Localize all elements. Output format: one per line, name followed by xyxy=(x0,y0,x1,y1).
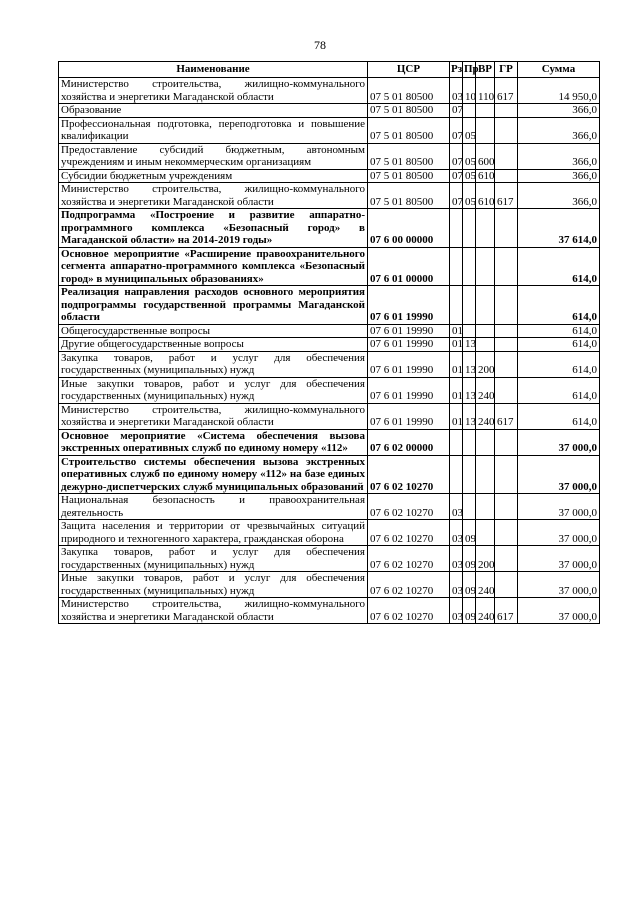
cell-rz xyxy=(450,209,463,248)
header-csr: ЦСР xyxy=(368,62,450,78)
cell-vr xyxy=(476,286,495,325)
cell-pr: 09 xyxy=(463,546,476,572)
cell-csr: 07 5 01 80500 xyxy=(368,104,450,118)
cell-name: Защита населения и территории от чрезвычайных ситуаций природного и техногенного характера, гражданская оборона xyxy=(59,520,368,546)
table-row xyxy=(59,324,600,338)
cell-name: Основное мероприятие «Система обеспечения вызова экстренных оперативных служб по единому номеру «112» xyxy=(59,429,368,455)
cell-vr xyxy=(476,338,495,352)
cell-rz: 07 xyxy=(450,169,463,183)
cell-pr: 09 xyxy=(463,520,476,546)
cell-gr xyxy=(495,104,518,118)
header-name: Наименование xyxy=(59,62,368,78)
cell-gr xyxy=(495,520,518,546)
cell-csr: 07 6 01 19990 xyxy=(368,286,450,325)
cell-gr xyxy=(495,247,518,286)
cell-rz xyxy=(450,247,463,286)
cell-rz xyxy=(450,455,463,494)
cell-rz: 07 xyxy=(450,117,463,143)
table-row xyxy=(59,104,600,118)
cell-csr: 07 6 01 00000 xyxy=(368,247,450,286)
cell-sum: 37 000,0 xyxy=(518,455,600,494)
cell-vr: 610 xyxy=(476,169,495,183)
cell-pr: 13 xyxy=(463,403,476,429)
cell-gr xyxy=(495,494,518,520)
cell-vr: 240 xyxy=(476,403,495,429)
cell-csr: 07 6 01 19990 xyxy=(368,351,450,377)
table-row xyxy=(59,78,600,104)
cell-pr: 05 xyxy=(463,169,476,183)
cell-csr: 07 6 01 19990 xyxy=(368,338,450,352)
cell-gr: 617 xyxy=(495,78,518,104)
cell-rz: 03 xyxy=(450,598,463,624)
cell-pr xyxy=(463,494,476,520)
table-row xyxy=(59,247,600,286)
cell-rz: 03 xyxy=(450,572,463,598)
cell-sum: 37 614,0 xyxy=(518,209,600,248)
cell-pr: 05 xyxy=(463,183,476,209)
cell-vr: 200 xyxy=(476,351,495,377)
cell-gr xyxy=(495,117,518,143)
cell-rz: 01 xyxy=(450,403,463,429)
cell-sum: 366,0 xyxy=(518,143,600,169)
cell-gr xyxy=(495,286,518,325)
cell-gr: 617 xyxy=(495,183,518,209)
cell-csr: 07 6 02 00000 xyxy=(368,429,450,455)
cell-sum: 37 000,0 xyxy=(518,520,600,546)
table-row xyxy=(59,377,600,403)
cell-vr: 600 xyxy=(476,143,495,169)
cell-sum: 614,0 xyxy=(518,338,600,352)
cell-csr: 07 6 02 10270 xyxy=(368,598,450,624)
cell-vr: 200 xyxy=(476,546,495,572)
cell-name: Другие общегосударственные вопросы xyxy=(59,338,368,352)
cell-rz: 03 xyxy=(450,494,463,520)
cell-sum: 14 950,0 xyxy=(518,78,600,104)
cell-sum: 614,0 xyxy=(518,377,600,403)
cell-csr: 07 6 01 19990 xyxy=(368,324,450,338)
cell-pr: 05 xyxy=(463,143,476,169)
cell-rz: 01 xyxy=(450,377,463,403)
cell-pr xyxy=(463,286,476,325)
cell-csr: 07 6 02 10270 xyxy=(368,455,450,494)
cell-rz: 03 xyxy=(450,520,463,546)
cell-gr xyxy=(495,209,518,248)
cell-vr xyxy=(476,455,495,494)
cell-gr xyxy=(495,143,518,169)
table-row xyxy=(59,494,600,520)
cell-gr: 617 xyxy=(495,403,518,429)
cell-vr xyxy=(476,209,495,248)
cell-pr: 09 xyxy=(463,572,476,598)
cell-vr xyxy=(476,520,495,546)
cell-name: Основное мероприятие «Расширение правоохранительного сегмента аппаратно-программного комплекса «Безопасный город» в муниципальных образованиях» xyxy=(59,247,368,286)
cell-name: Образование xyxy=(59,104,368,118)
table-header-row xyxy=(59,62,600,78)
table-row xyxy=(59,209,600,248)
cell-name: Строительство системы обеспечения вызова экстренных оперативных служб по единому номеру «112» на базе единых дежурно-диспетчерских служб муниципальных образований xyxy=(59,455,368,494)
table-row xyxy=(59,117,600,143)
table-row xyxy=(59,338,600,352)
cell-pr xyxy=(463,209,476,248)
cell-sum: 366,0 xyxy=(518,183,600,209)
cell-csr: 07 5 01 80500 xyxy=(368,78,450,104)
cell-sum: 37 000,0 xyxy=(518,572,600,598)
page-number: 78 xyxy=(314,38,326,52)
cell-sum: 614,0 xyxy=(518,351,600,377)
cell-name: Министерство строительства, жилищно-коммунального хозяйства и энергетики Магаданской области xyxy=(59,183,368,209)
cell-name: Иные закупки товаров, работ и услуг для обеспечения государственных (муниципальных) нужд xyxy=(59,377,368,403)
cell-pr xyxy=(463,455,476,494)
cell-vr: 240 xyxy=(476,572,495,598)
cell-csr: 07 6 01 19990 xyxy=(368,403,450,429)
cell-name: Иные закупки товаров, работ и услуг для обеспечения государственных (муниципальных) нужд xyxy=(59,572,368,598)
cell-sum: 614,0 xyxy=(518,403,600,429)
table-row xyxy=(59,572,600,598)
cell-csr: 07 5 01 80500 xyxy=(368,169,450,183)
cell-name: Профессиональная подготовка, переподготовка и повышение квалификации xyxy=(59,117,368,143)
cell-gr xyxy=(495,546,518,572)
header-gr: ГР xyxy=(495,62,518,78)
cell-sum: 37 000,0 xyxy=(518,494,600,520)
cell-pr xyxy=(463,247,476,286)
cell-csr: 07 6 00 00000 xyxy=(368,209,450,248)
cell-rz: 03 xyxy=(450,546,463,572)
cell-name: Предоставление субсидий бюджетным, автономным учреждениям и иным некоммерческим организациям xyxy=(59,143,368,169)
cell-pr xyxy=(463,429,476,455)
cell-csr: 07 5 01 80500 xyxy=(368,117,450,143)
cell-sum: 37 000,0 xyxy=(518,429,600,455)
cell-rz: 01 xyxy=(450,338,463,352)
cell-rz: 07 xyxy=(450,104,463,118)
cell-name: Закупка товаров, работ и услуг для обеспечения государственных (муниципальных) нужд xyxy=(59,351,368,377)
cell-pr: 13 xyxy=(463,351,476,377)
cell-pr: 10 xyxy=(463,78,476,104)
table-row xyxy=(59,143,600,169)
table-row xyxy=(59,546,600,572)
cell-sum: 614,0 xyxy=(518,247,600,286)
cell-sum: 37 000,0 xyxy=(518,598,600,624)
cell-vr xyxy=(476,324,495,338)
table-row xyxy=(59,403,600,429)
cell-csr: 07 6 02 10270 xyxy=(368,494,450,520)
cell-name: Министерство строительства, жилищно-коммунального хозяйства и энергетики Магаданской области xyxy=(59,78,368,104)
cell-name: Реализация направления расходов основного мероприятия подпрограммы государственной программы Магаданской области xyxy=(59,286,368,325)
cell-rz: 07 xyxy=(450,183,463,209)
cell-rz xyxy=(450,286,463,325)
table-row xyxy=(59,183,600,209)
header-rz: Рз xyxy=(450,62,463,78)
cell-name: Общегосударственные вопросы xyxy=(59,324,368,338)
cell-gr xyxy=(495,324,518,338)
cell-sum: 614,0 xyxy=(518,324,600,338)
cell-gr xyxy=(495,338,518,352)
table-row xyxy=(59,598,600,624)
table-row xyxy=(59,351,600,377)
cell-csr: 07 6 02 10270 xyxy=(368,572,450,598)
cell-vr xyxy=(476,247,495,286)
cell-csr: 07 5 01 80500 xyxy=(368,143,450,169)
cell-rz: 01 xyxy=(450,351,463,377)
cell-name: Субсидии бюджетным учреждениям xyxy=(59,169,368,183)
cell-pr xyxy=(463,324,476,338)
budget-table xyxy=(58,61,600,624)
cell-vr: 240 xyxy=(476,377,495,403)
cell-sum: 37 000,0 xyxy=(518,546,600,572)
cell-name: Министерство строительства, жилищно-коммунального хозяйства и энергетики Магаданской области xyxy=(59,598,368,624)
cell-csr: 07 5 01 80500 xyxy=(368,183,450,209)
cell-rz xyxy=(450,429,463,455)
cell-gr xyxy=(495,429,518,455)
cell-pr: 05 xyxy=(463,117,476,143)
cell-rz: 01 xyxy=(450,324,463,338)
cell-csr: 07 6 01 19990 xyxy=(368,377,450,403)
table-row xyxy=(59,429,600,455)
cell-name: Подпрограмма «Построение и развитие аппаратно-программного комплекса «Безопасный город» в Магаданской области» на 2014-2019 годы» xyxy=(59,209,368,248)
cell-sum: 614,0 xyxy=(518,286,600,325)
cell-gr xyxy=(495,169,518,183)
cell-name: Закупка товаров, работ и услуг для обеспечения государственных (муниципальных) нужд xyxy=(59,546,368,572)
cell-csr: 07 6 02 10270 xyxy=(368,546,450,572)
cell-sum: 366,0 xyxy=(518,117,600,143)
cell-vr: 610 xyxy=(476,183,495,209)
cell-pr: 13 xyxy=(463,377,476,403)
cell-sum: 366,0 xyxy=(518,169,600,183)
table-row xyxy=(59,455,600,494)
cell-gr xyxy=(495,351,518,377)
cell-csr: 07 6 02 10270 xyxy=(368,520,450,546)
cell-rz: 03 xyxy=(450,78,463,104)
cell-rz: 07 xyxy=(450,143,463,169)
cell-vr xyxy=(476,117,495,143)
table-row xyxy=(59,169,600,183)
header-vr: ВР xyxy=(476,62,495,78)
header-pr: Пр xyxy=(463,62,476,78)
cell-vr xyxy=(476,429,495,455)
cell-pr: 09 xyxy=(463,598,476,624)
cell-vr xyxy=(476,104,495,118)
cell-name: Национальная безопасность и правоохранительная деятельность xyxy=(59,494,368,520)
table-row xyxy=(59,520,600,546)
cell-gr: 617 xyxy=(495,598,518,624)
cell-gr xyxy=(495,455,518,494)
cell-gr xyxy=(495,572,518,598)
cell-vr: 110 xyxy=(476,78,495,104)
header-sum: Сумма xyxy=(518,62,600,78)
cell-pr: 13 xyxy=(463,338,476,352)
cell-vr: 240 xyxy=(476,598,495,624)
cell-gr xyxy=(495,377,518,403)
cell-sum: 366,0 xyxy=(518,104,600,118)
cell-vr xyxy=(476,494,495,520)
table-row xyxy=(59,286,600,325)
cell-pr xyxy=(463,104,476,118)
cell-name: Министерство строительства, жилищно-коммунального хозяйства и энергетики Магаданской области xyxy=(59,403,368,429)
